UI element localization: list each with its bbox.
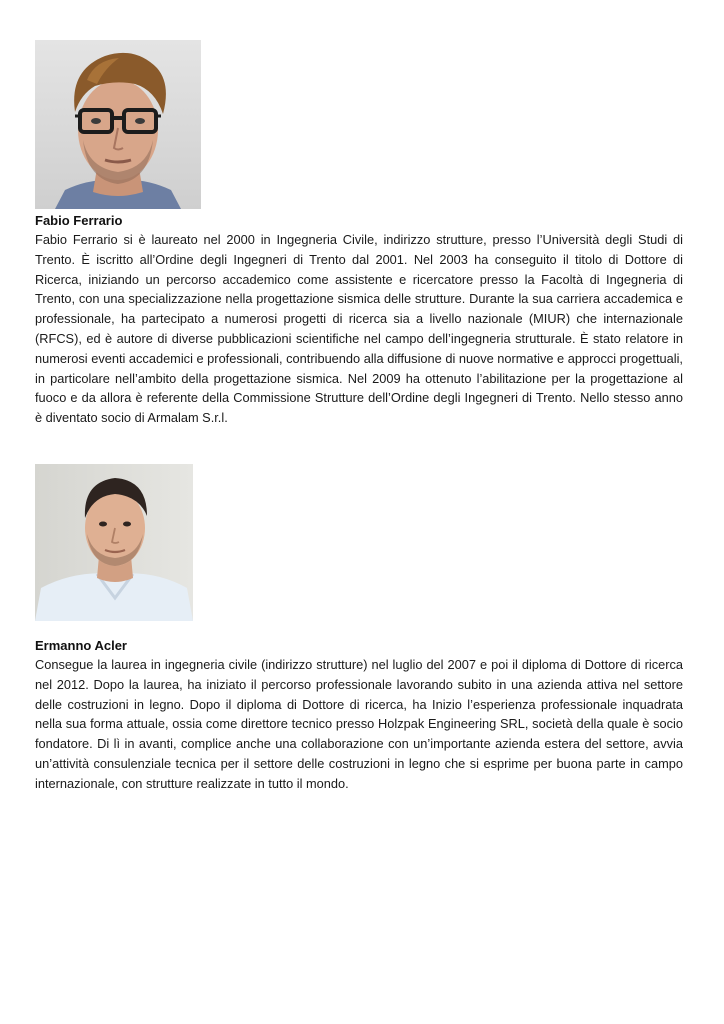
portrait-photo-ermanno-acler bbox=[35, 464, 193, 621]
bio-section-ermanno-acler bbox=[35, 464, 683, 794]
bio-section-fabio-ferrario bbox=[35, 40, 683, 428]
person-name: Ermanno Acler bbox=[35, 638, 127, 653]
portrait-illustration bbox=[35, 464, 193, 621]
person-bio: Consegue la laurea in ingegneria civile (indirizzo strutture) nel luglio del 2007 e poi il diploma di Dottore di ricerca nel 2012. Dopo la laurea, ha iniziato il percorso professionale lavorando subito in una azienda attiva nel settore delle costruzioni in legno. Dopo il diploma di Dottore di ricerca, ha Inizio l’esperienza professionale inquadrata nella sua forma attuale, ossia come direttore tecnico presso Holzpak Engineering SRL, società della quale è socio fondatore. Di lì in avanti, complice anche una collaborazione con un’importante azienda estera del settore, avvia un’attività consulenziale tecnica per il settore delle costruzioni in legno che si esprime per buona parte in campo internazionale, con strutture realizzate in tutto il mondo. bbox=[35, 657, 683, 791]
person-name: Fabio Ferrario bbox=[35, 213, 123, 228]
portrait-illustration bbox=[35, 40, 201, 209]
portrait-photo-fabio-ferrario bbox=[35, 40, 201, 209]
person-bio: Fabio Ferrario si è laureato nel 2000 in Ingegneria Civile, indirizzo strutture, presso l’Università degli Studi di Trento. È iscritto all’Ordine degli Ingegneri di Trento dal 2001. Nel 2003 ha conseguito il titolo di Dottore di Ricerca, iniziando un percorso accademico come assistente e ricercatore presso la Facoltà di Ingegneria di Trento, con una specializzazione nella progettazione sismica delle strutture. Durante la sua carriera accademica e professionale, ha partecipato a numerosi progetti di ricerca sia a livello nazionale (MIUR) che internazionale (RFCS), ed è autore di diverse pubblicazioni scientifiche nel campo dell’ingegneria strutturale. È stato relatore in numerosi eventi accademici e professionali, contribuendo alla diffusione di nuove normative e approcci progettuali, in particolare nell’ambito della progettazione sismica. Nel 2009 ha ottenuto l’abilitazione per la progettazione al fuoco e da allora è referente della Commissione Strutture dell’Ordine degli Ingegneri di Trento. Nello stesso anno è diventato socio di Armalam S.r.l. bbox=[35, 232, 683, 426]
